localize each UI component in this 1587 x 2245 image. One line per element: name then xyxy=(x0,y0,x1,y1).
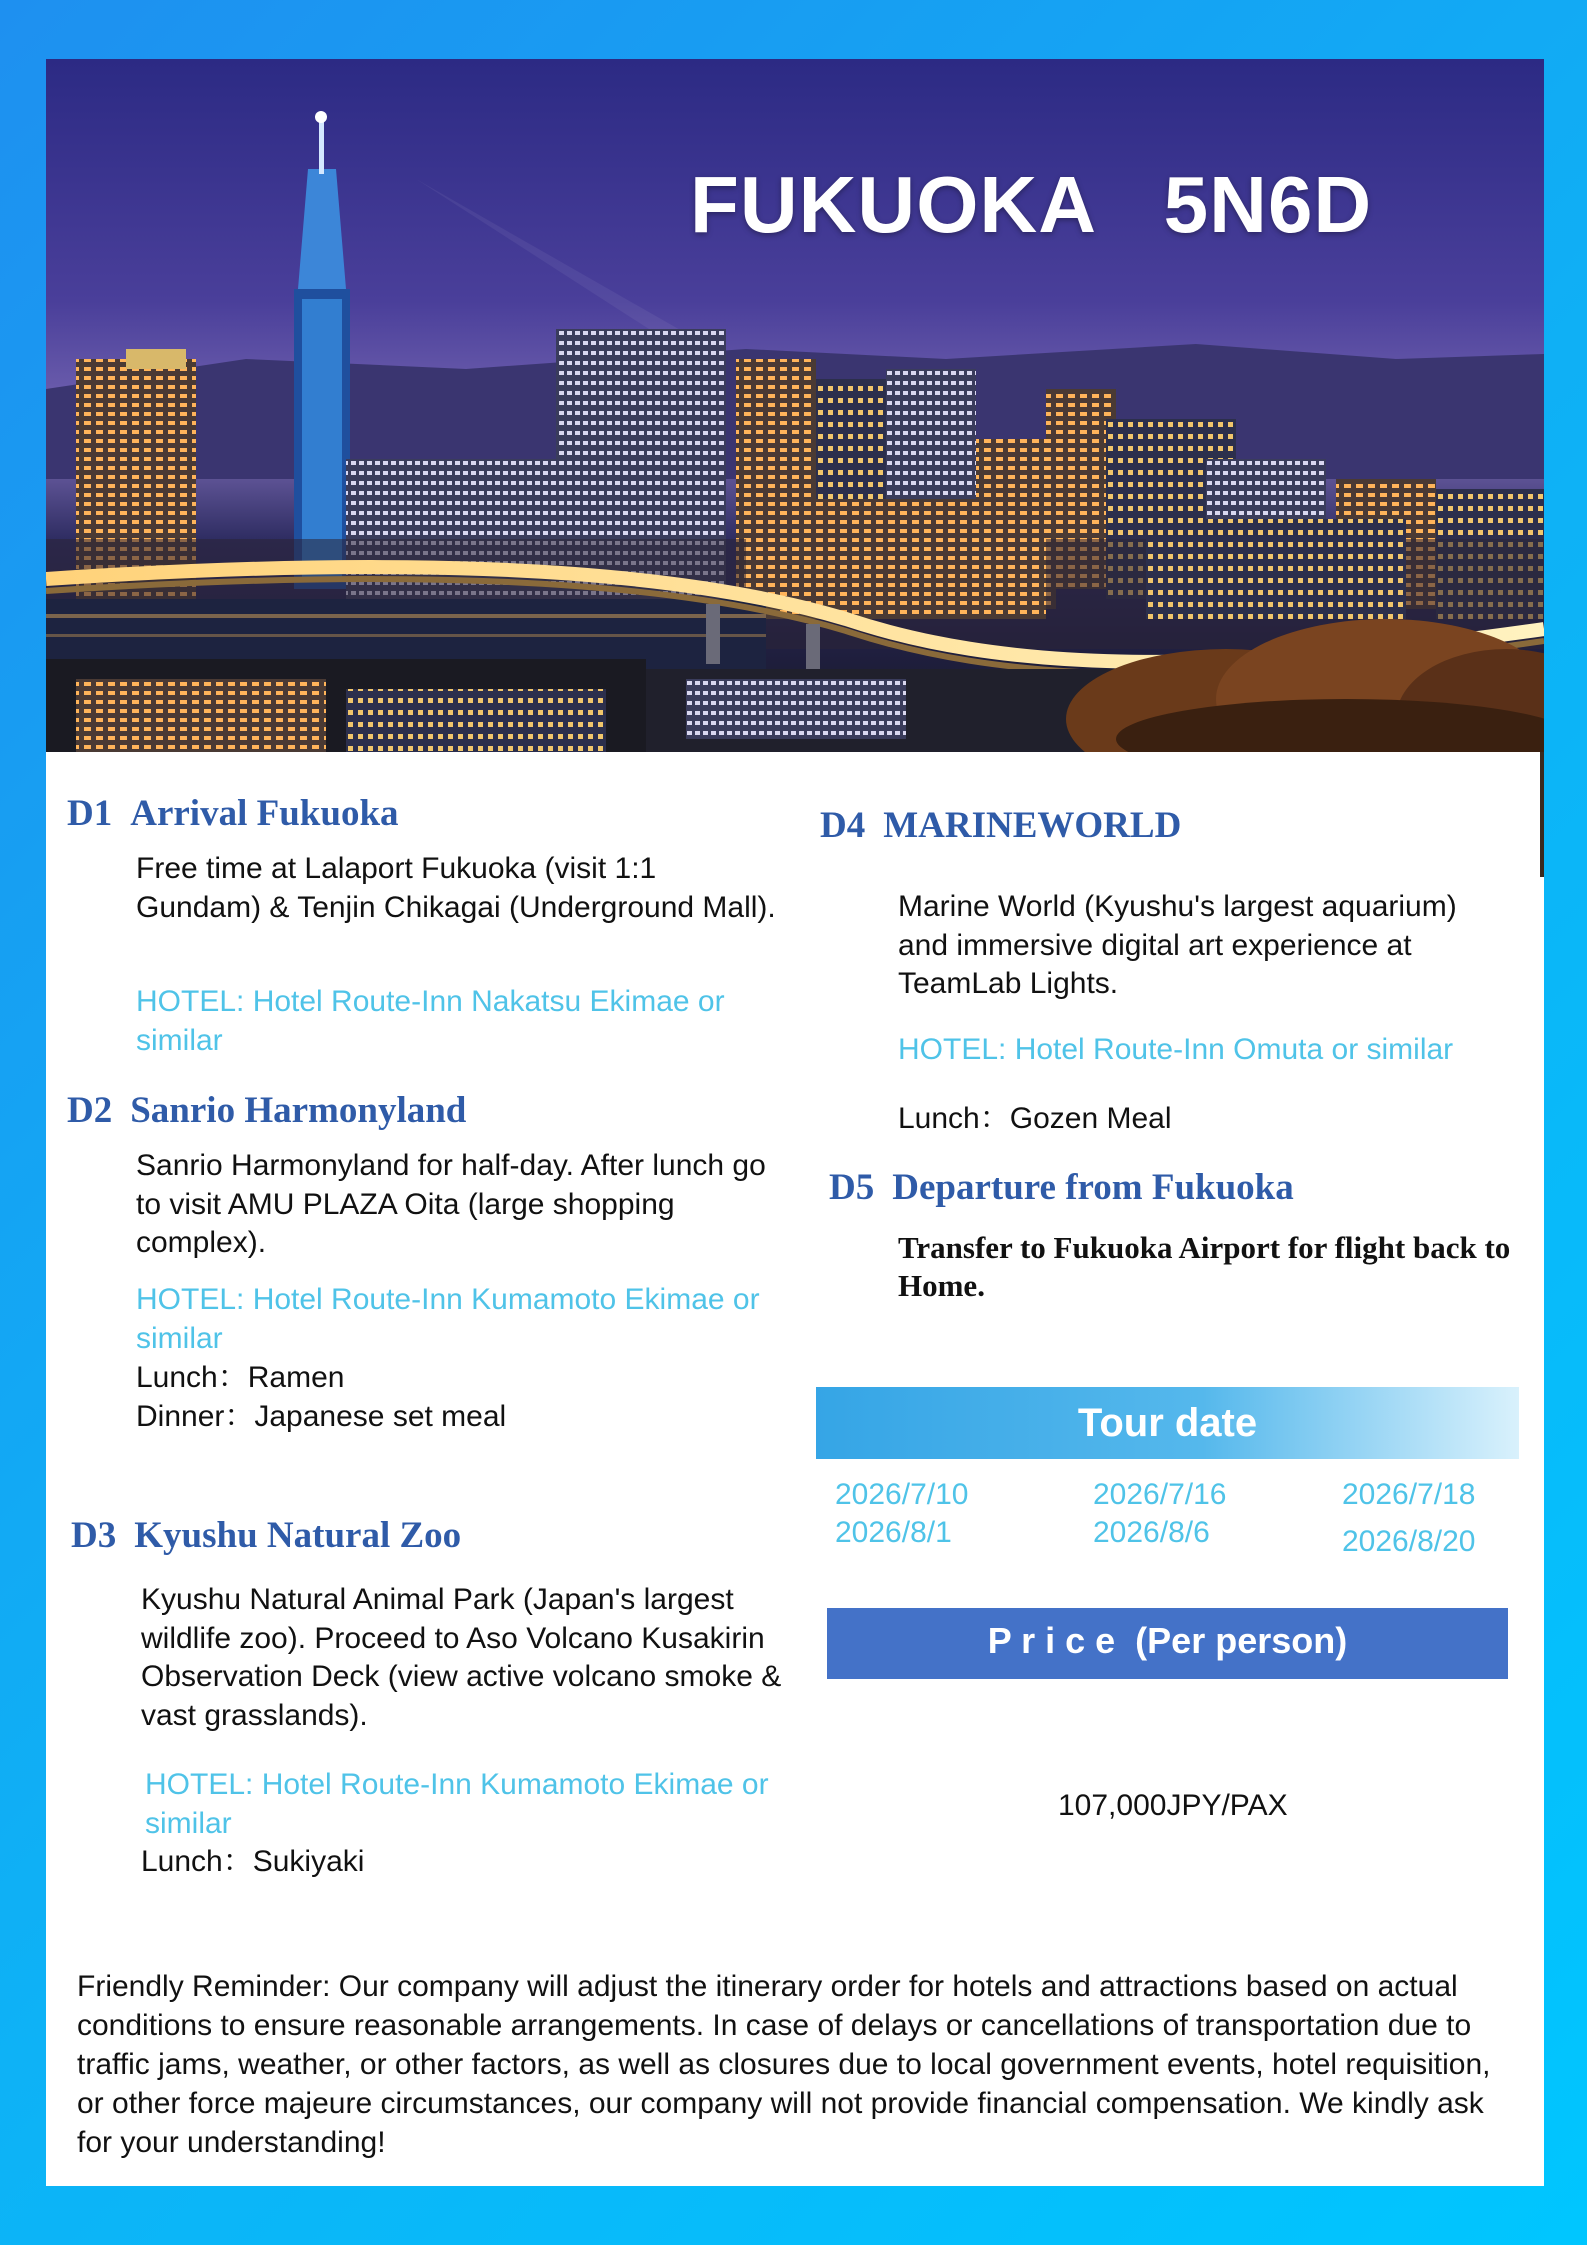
day-3-lunch: Lunch：Sukiyaki xyxy=(141,1845,365,1878)
day-2-hotel: HOTEL: Hotel Route-Inn Kumamoto Ekimae or similar xyxy=(136,1283,760,1355)
day-5-title: Departure from Fukuoka xyxy=(892,1167,1294,1208)
day-2-dinner: Dinner：Japanese set meal xyxy=(136,1399,507,1433)
day-3-hotel: HOTEL: Hotel Route-Inn Kumamoto Ekimae or similar xyxy=(145,1768,769,1840)
day-2-meals xyxy=(136,1359,786,1436)
price-heading: P r i c e (Per person) xyxy=(827,1608,1508,1679)
day-1-title: Arrival Fukuoka xyxy=(130,793,399,834)
day-5-heading xyxy=(829,1166,1294,1209)
day-5-description: Transfer to Fukuoka Airport for flight back to Home. xyxy=(898,1230,1511,1303)
day-1-hotel: HOTEL: Hotel Route-Inn Nakatsu Ekimae or similar xyxy=(136,985,725,1057)
day-3-description: Kyushu Natural Animal Park (Japan's largest wildlife zoo). Proceed to Aso Volcano Kusakirin Observation Deck (view active volcano smoke & vast grasslands). xyxy=(141,1583,782,1732)
day-2-title: Sanrio Harmonyland xyxy=(130,1090,467,1131)
day-1-heading xyxy=(67,792,399,835)
tour-date-heading: Tour date xyxy=(816,1387,1519,1459)
tour-date-3: 2026/7/18 xyxy=(1342,1478,1476,1511)
tour-date-1: 2026/7/10 xyxy=(835,1478,969,1511)
day-1-description: Free time at Lalaport Fukuoka (visit 1:1 Gundam) & Tenjin Chikagai (Underground Mall). xyxy=(136,852,776,924)
day-4-meals xyxy=(898,1100,1518,1139)
hero-title: FUKUOKA 5N6D xyxy=(690,160,1373,249)
day-2-heading xyxy=(67,1089,466,1132)
day-4-description: Marine World (Kyushu's largest aquarium) and immersive digital art experience at TeamLab Lights. xyxy=(898,890,1457,1000)
image-edge-strip xyxy=(1540,752,1544,877)
day-2-lunch: Lunch：Ramen xyxy=(136,1361,345,1394)
tour-date-5: 2026/8/6 xyxy=(1093,1516,1210,1549)
day-4-heading xyxy=(820,804,1181,847)
day-4-code: D4 xyxy=(820,805,866,846)
day-3-title: Kyushu Natural Zoo xyxy=(134,1515,462,1556)
day-1-code: D1 xyxy=(67,793,113,834)
tour-date-2: 2026/7/16 xyxy=(1093,1478,1227,1511)
day-4-lunch: Lunch：Gozen Meal xyxy=(898,1102,1172,1135)
price-value: 107,000JPY/PAX xyxy=(1058,1789,1288,1822)
day-3-code: D3 xyxy=(71,1515,117,1556)
tour-date-4: 2026/8/1 xyxy=(835,1516,952,1549)
day-5-code: D5 xyxy=(829,1167,875,1208)
day-3-heading xyxy=(71,1514,461,1557)
friendly-reminder: Friendly Reminder: Our company will adjust the itinerary order for hotels and attractions based on actual conditions to ensure reasonable arrangements. In case of delays or cancellations of transportation due to traffic jams, weather, or other factors, as well as closures due to local government events, hotel requisition, or other force majeure circumstances, our company will not provide financial compensation. We kindly ask for your understanding! xyxy=(77,1970,1491,2159)
day-4-hotel: HOTEL: Hotel Route-Inn Omuta or similar xyxy=(898,1033,1454,1066)
hero-city-night-image xyxy=(46,59,1544,752)
day-2-code: D2 xyxy=(67,1090,113,1131)
tour-date-6: 2026/8/20 xyxy=(1342,1525,1476,1558)
day-3-meals xyxy=(141,1843,791,1882)
day-2-description: Sanrio Harmonyland for half-day. After lunch go to visit AMU PLAZA Oita (large shopping complex). xyxy=(136,1149,766,1259)
day-4-title: MARINEWORLD xyxy=(883,805,1182,846)
brochure-sheet xyxy=(46,59,1544,2186)
